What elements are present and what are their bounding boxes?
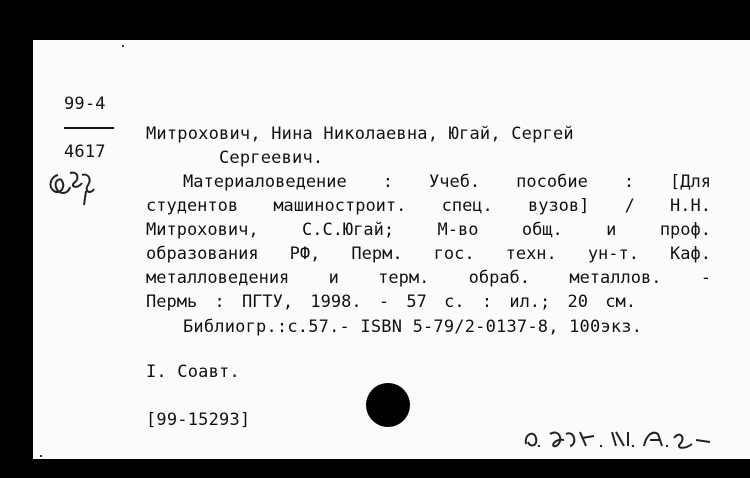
body-line-5: металловедения и терм. обраб. металлов. - bbox=[146, 268, 711, 288]
call-number-divider bbox=[64, 127, 114, 129]
dust-speck bbox=[122, 45, 124, 47]
body-line-2: студентов машиностроит. спец. вузов] / Н.Н. bbox=[146, 196, 711, 216]
call-number-top: 99-4 bbox=[64, 94, 106, 114]
control-number: [99-15293] bbox=[146, 410, 251, 430]
tracing-line: I. Соавт. bbox=[146, 362, 240, 382]
handwritten-mark-icon bbox=[44, 165, 104, 211]
heading-author-continuation: Сергеевич. bbox=[219, 148, 324, 168]
body-line-3: Митрохович, С.С.Югай; М-во общ. и проф. bbox=[146, 220, 711, 240]
body-line-4: образования РФ, Перм. гос. техн. ун-т. Каф. bbox=[146, 244, 711, 264]
body-line-1: Материаловедение : Учеб. пособие : [Для bbox=[183, 172, 711, 192]
call-number-bottom: 4617 bbox=[64, 142, 106, 162]
body-line-6: Пермь : ПГТУ, 1998. - 57 с. : ил.; 20 см. bbox=[146, 292, 636, 312]
dust-speck bbox=[40, 455, 42, 457]
handwritten-signature bbox=[520, 420, 720, 456]
punched-hole bbox=[366, 383, 410, 427]
heading-author-line: Митрохович, Нина Николаевна, Югай, Сергей bbox=[146, 124, 574, 144]
bibliography-line: Библиогр.:с.57.- ISBN 5-79/2-0137-8, 100экз. bbox=[183, 317, 643, 337]
